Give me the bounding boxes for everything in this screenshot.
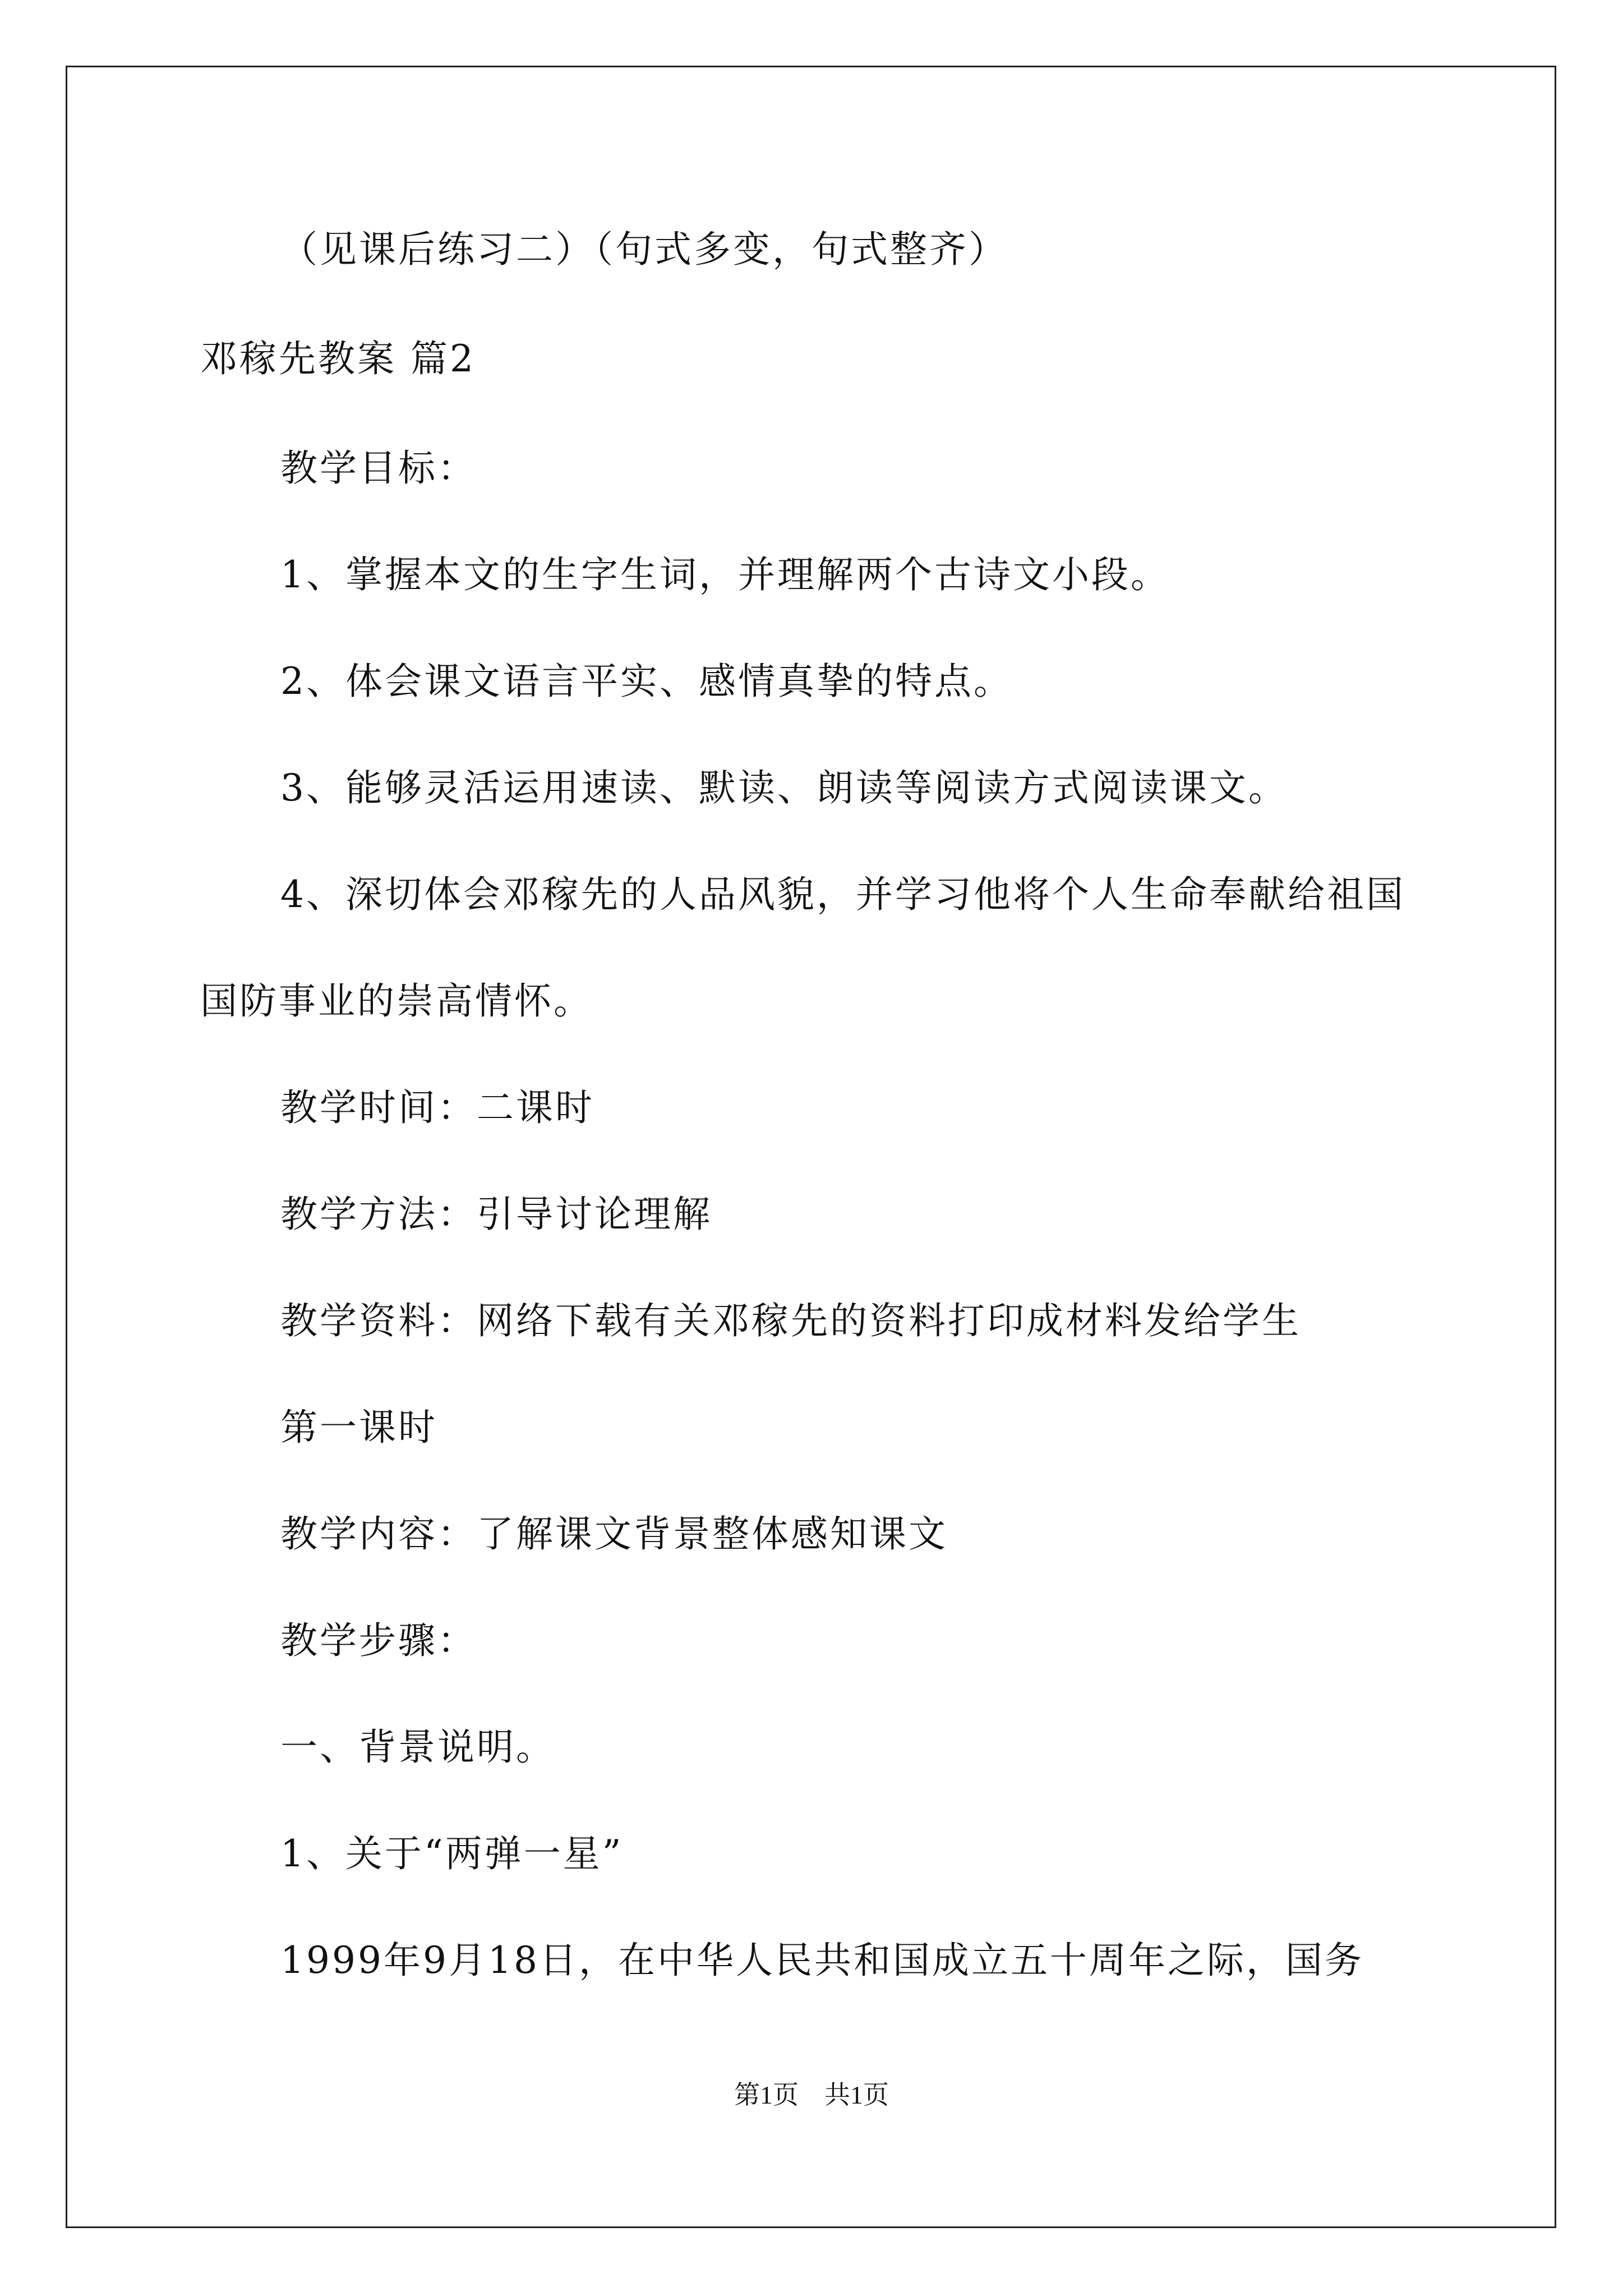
text-line-7: 4、深切体会邓稼先的人品风貌，并学习他将个人生命奉献给祖国 — [280, 873, 1405, 916]
text-line-8: 国防事业的崇高情怀。 — [200, 979, 593, 1023]
text-line-17: 1999年9月18日，在中华人民共和国成立五十周年之际，国务 — [280, 1939, 1364, 1982]
text-line-16: 1、关于“两弹一星” — [280, 1832, 624, 1875]
section-heading: 邓稼先教案 篇2 — [200, 337, 476, 380]
page-border — [66, 66, 1556, 2228]
text-line-1: （见课后练习二）（句式多变，句式整齐） — [280, 228, 1008, 271]
text-line-10: 教学方法：引导讨论理解 — [280, 1193, 712, 1236]
text-line-12: 第一课时 — [280, 1406, 437, 1449]
text-line-5: 2、体会课文语言平实、感情真挚的特点。 — [280, 660, 1013, 703]
text-line-13: 教学内容：了解课文背景整体感知课文 — [280, 1512, 948, 1556]
text-line-3: 教学目标： — [280, 447, 477, 490]
text-line-15: 一、背景说明。 — [280, 1726, 555, 1769]
text-line-11: 教学资料：网络下载有关邓稼先的资料打印成材料发给学生 — [280, 1299, 1301, 1342]
text-line-9: 教学时间：二课时 — [280, 1086, 594, 1129]
page-footer: 第1页 共1页 — [734, 2081, 889, 2109]
text-line-4: 1、掌握本文的生字生词，并理解两个古诗文小段。 — [280, 553, 1170, 596]
text-line-14: 教学步骤： — [280, 1619, 477, 1662]
text-line-6: 3、能够灵活运用速读、默读、朗读等阅读方式阅读课文。 — [280, 766, 1288, 809]
